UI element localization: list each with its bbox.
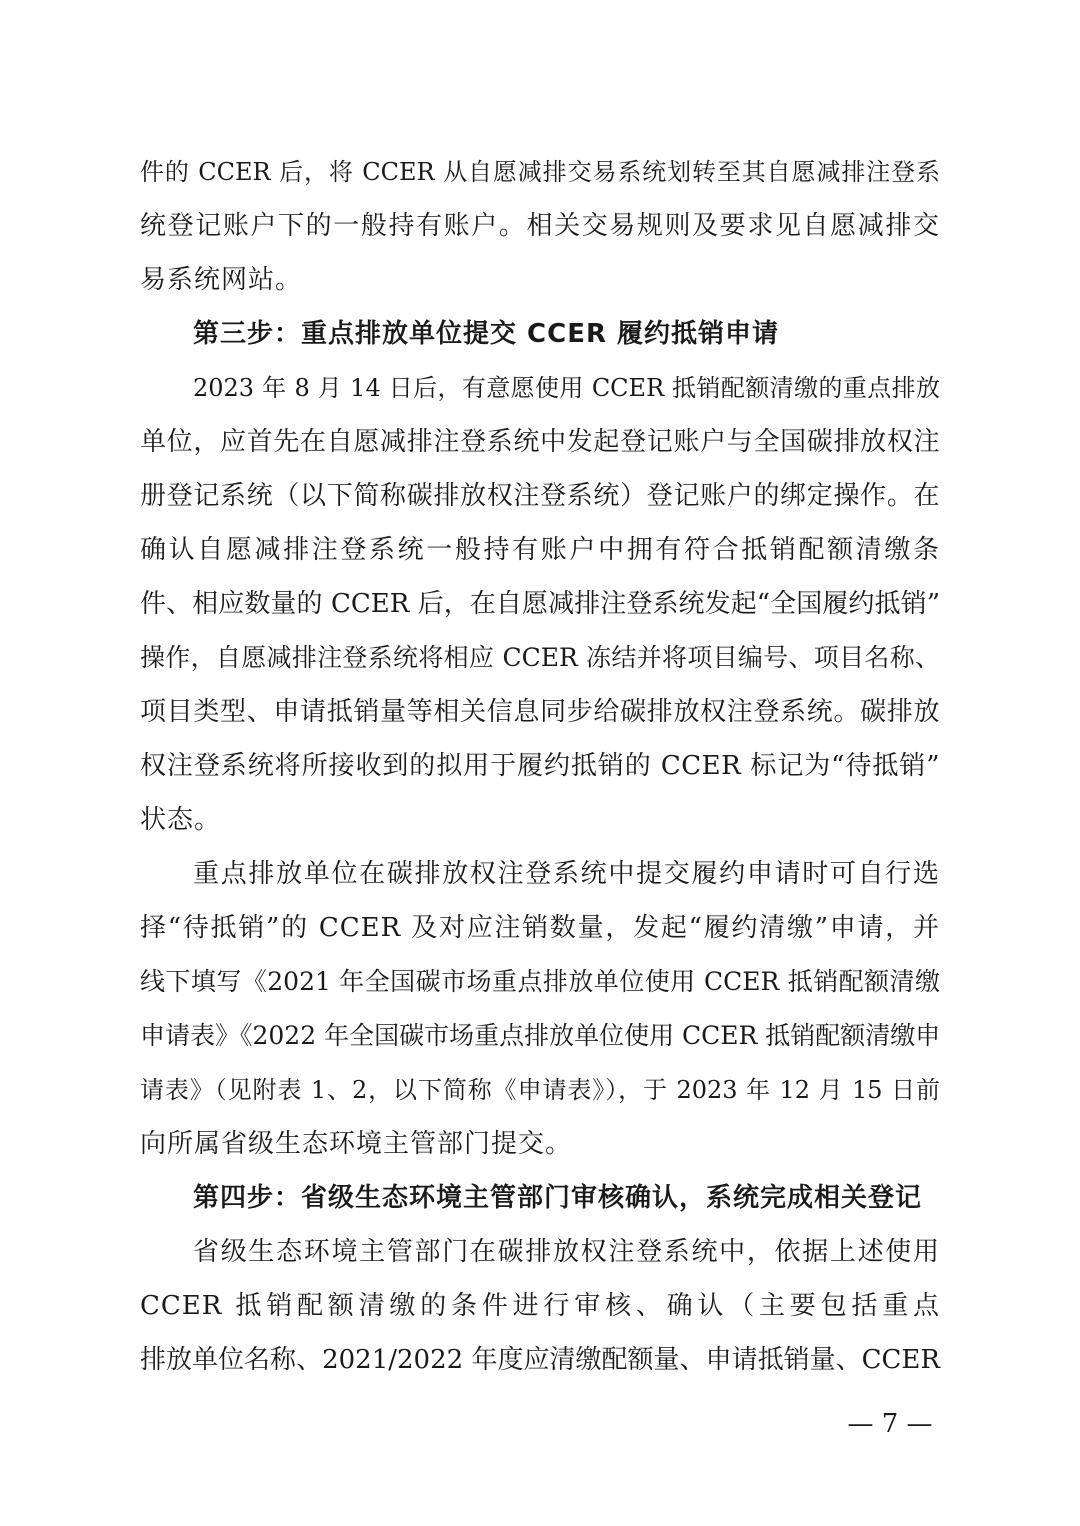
text-line: 择“待抵销”的 CCER 及对应注销数量，发起“履约清缴”申请，并 — [140, 913, 940, 943]
text-line: 操作，自愿减排注登系统将相应 CCER 冻结并将项目编号、项目名称、 — [140, 643, 940, 672]
text-line: 单位，应首先在自愿减排注登系统中发起登记账户与全国碳排放权注 — [140, 427, 940, 457]
text-line: 统登记账户下的一般持有账户。相关交易规则及要求见自愿减排交 — [140, 211, 940, 241]
text-line: 件的 CCER 后，将 CCER 从自愿减排交易系统划转至其自愿减排注登系 — [140, 158, 940, 186]
text-line: 2023 年 8 月 14 日后，有意愿使用 CCER 抵销配额清缴的重点排放 — [193, 374, 940, 402]
text-line: 省级生态环境主管部门在碳排放权注登系统中，依据上述使用 — [193, 1237, 940, 1267]
text-line: 册登记系统（以下简称碳排放权注登系统）登记账户的绑定操作。在 — [140, 481, 940, 511]
text-line: 向所属省级生态环境主管部门提交。 — [140, 1129, 573, 1159]
section-heading-step3: 第三步：重点排放单位提交 CCER 履约抵销申请 — [193, 319, 780, 349]
text-line: 件、相应数量的 CCER 后，在自愿减排注登系统发起“全国履约抵销” — [140, 589, 940, 619]
section-heading-step4: 第四步：省级生态环境主管部门审核确认，系统完成相关登记 — [193, 1183, 923, 1213]
text-line: 权注登系统将所接收到的拟用于履约抵销的 CCER 标记为“待抵销” — [140, 751, 940, 781]
text-line: CCER 抵销配额清缴的条件进行审核、确认（主要包括重点 — [140, 1291, 940, 1321]
text-line: 项目类型、申请抵销量等相关信息同步给碳排放权注登系统。碳排放 — [140, 697, 940, 727]
text-line: 易系统网站。 — [140, 265, 303, 295]
text-line: 请表》（见附表 1、2，以下简称《申请表》），于 2023 年 12 月 15 日前 — [140, 1076, 940, 1104]
text-line: 排放单位名称、2021/2022 年度应清缴配额量、申请抵销量、CCER — [140, 1345, 940, 1375]
text-line: 状态。 — [140, 805, 222, 835]
text-line: 重点排放单位在碳排放权注登系统中提交履约申请时可自行选 — [193, 859, 940, 889]
text-line: 确认自愿减排注登系统一般持有账户中拥有符合抵销配额清缴条 — [140, 535, 940, 565]
text-line: 申请表》《2022 年全国碳市场重点排放单位使用 CCER 抵销配额清缴申 — [140, 1021, 941, 1050]
page-number: — 7 — — [847, 1409, 933, 1439]
text-line: 线下填写《2021 年全国碳市场重点排放单位使用 CCER 抵销配额清缴 — [140, 967, 940, 996]
